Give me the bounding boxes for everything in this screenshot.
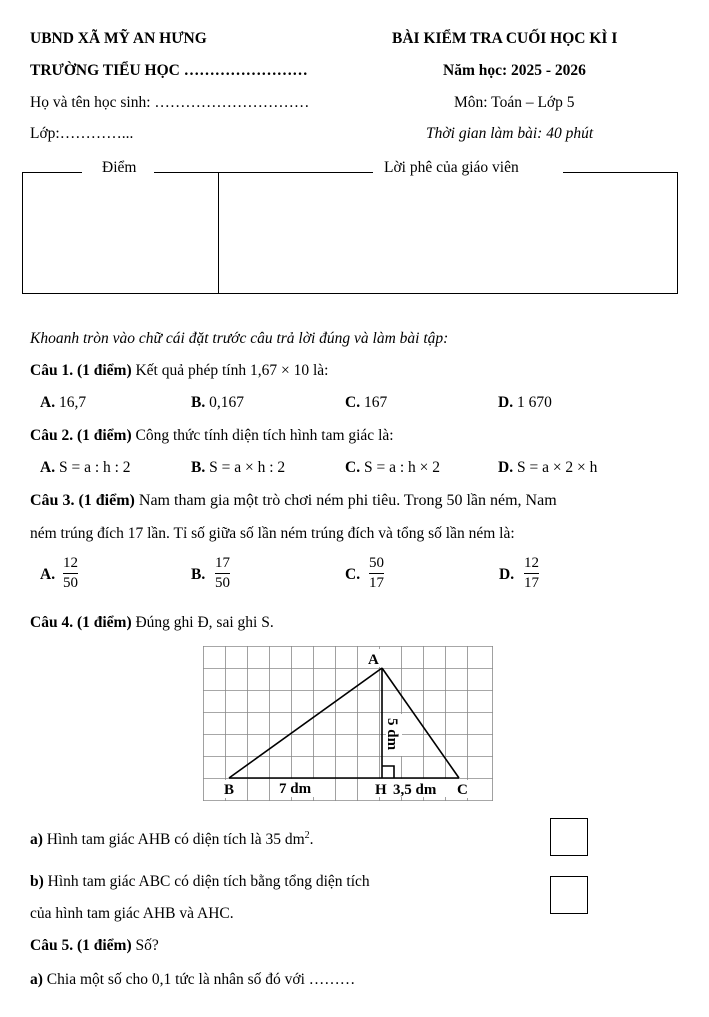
- statement-b-label: b): [30, 873, 44, 890]
- question-5a: [30, 971, 355, 989]
- question-4-text: Đúng ghi Đ, sai ghi S.: [135, 614, 274, 631]
- triangle-abc: [229, 668, 459, 778]
- question-2-text: Công thức tính diện tích hình tam giác là:: [135, 427, 394, 444]
- score-area[interactable]: [26, 200, 212, 290]
- denominator: 17: [524, 575, 539, 592]
- option-text: S = a × h : 2: [209, 459, 286, 476]
- question-1: [30, 362, 328, 380]
- option-letter: A.: [40, 566, 56, 583]
- exam-title: BÀI KIỂM TRA CUỐI HỌC KÌ I: [392, 30, 618, 47]
- school: TRƯỜNG TIỂU HỌC ……………………: [30, 62, 308, 79]
- option-letter: D.: [498, 394, 514, 411]
- answer-box-a[interactable]: [550, 818, 588, 856]
- label-c: C: [457, 782, 468, 798]
- school-year: Năm học: 2025 - 2026: [443, 62, 586, 79]
- question-3: [30, 492, 557, 510]
- class-line: Lớp:…………...: [30, 125, 134, 142]
- question-4-label: Câu 4. (1 điểm): [30, 614, 132, 631]
- q1-option-a[interactable]: [40, 394, 86, 412]
- question-2: [30, 427, 394, 445]
- label-b: B: [224, 782, 235, 798]
- statement-a-text: Hình tam giác AHB có diện tích là 35 dm: [46, 831, 305, 849]
- statement-b-line2: của hình tam giác AHB và AHC.: [30, 905, 234, 922]
- option-text: S = a : h : 2: [58, 459, 131, 476]
- option-text: 0,167: [209, 394, 244, 411]
- fraction-bar: [524, 573, 539, 574]
- option-text: S = a : h × 2: [363, 459, 440, 476]
- option-letter: A.: [40, 459, 56, 476]
- subject: Môn: Toán – Lớp 5: [454, 94, 575, 111]
- option-text: 1 670: [516, 394, 552, 411]
- fraction-bar: [63, 573, 78, 574]
- q1-option-d[interactable]: [498, 394, 552, 412]
- triangle-figure: [203, 646, 495, 802]
- exam-time: Thời gian làm bài: 40 phút: [426, 125, 594, 142]
- option-text: 167: [363, 394, 388, 411]
- label-ah: 5 dm: [384, 718, 400, 751]
- option-letter: C.: [345, 566, 361, 583]
- option-letter: B.: [191, 459, 206, 476]
- q3-option-b[interactable]: [191, 566, 205, 584]
- denominator: 50: [215, 575, 230, 592]
- option-letter: B.: [191, 394, 206, 411]
- comment-area[interactable]: [196, 200, 666, 290]
- statement-b: [30, 873, 370, 891]
- q1-option-b[interactable]: [191, 394, 244, 412]
- label-hc: 3,5 dm: [393, 782, 437, 798]
- q2-option-b[interactable]: [191, 459, 285, 477]
- q3-option-a[interactable]: [40, 566, 55, 584]
- q3-fraction-b: [215, 555, 230, 593]
- option-letter: A.: [40, 394, 56, 411]
- question-3-text-line2: ném trúng đích 17 lần. Tỉ số giữa số lần ném trúng đích và tổng số lần ném là:: [30, 525, 515, 542]
- q3-option-c[interactable]: [345, 566, 360, 584]
- numerator: 50: [369, 555, 384, 571]
- q3-option-d[interactable]: [499, 566, 514, 584]
- question-3-label: Câu 3. (1 điểm): [30, 492, 135, 509]
- q3-fraction-d: [524, 555, 539, 593]
- question-1-label: Câu 1. (1 điểm): [30, 362, 132, 379]
- option-letter: D.: [499, 566, 515, 583]
- student-name-line: Họ và tên học sinh: …………………………: [30, 94, 310, 111]
- option-letter: D.: [498, 459, 514, 476]
- question-3-text: Nam tham gia một trò chơi ném phi tiêu. Trong 50 lần ném, Nam: [138, 492, 557, 509]
- question-5a-label: a): [30, 971, 43, 988]
- question-4: [30, 614, 274, 632]
- question-1-text: Kết quả phép tính 1,67 × 10 là:: [135, 362, 329, 379]
- fraction-bar: [369, 573, 384, 574]
- question-2-label: Câu 2. (1 điểm): [30, 427, 132, 444]
- question-5-text: Số?: [135, 937, 159, 954]
- statement-b-text: Hình tam giác ABC có diện tích bằng tổng diện tích: [47, 873, 370, 890]
- question-5: [30, 937, 159, 955]
- statement-a: [30, 830, 314, 849]
- denominator: 50: [63, 575, 78, 592]
- q1-option-c[interactable]: [345, 394, 387, 412]
- question-5a-text: Chia một số cho 0,1 tức là nhân số đó với ………: [46, 971, 356, 988]
- option-text: 16,7: [58, 394, 87, 411]
- statement-a-end: .: [309, 831, 314, 849]
- statement-a-sup: 2: [304, 830, 310, 841]
- q2-option-a[interactable]: [40, 459, 131, 477]
- numerator: 12: [524, 555, 539, 571]
- q3-fraction-a: [63, 555, 78, 593]
- option-letter: B.: [191, 566, 206, 583]
- label-a: A: [368, 652, 379, 668]
- numerator: 17: [215, 555, 230, 571]
- q2-option-c[interactable]: [345, 459, 440, 477]
- score-label: Điểm: [102, 159, 137, 176]
- q2-option-d[interactable]: [498, 459, 597, 477]
- fraction-bar: [215, 573, 230, 574]
- question-5-label: Câu 5. (1 điểm): [30, 937, 132, 954]
- answer-box-b[interactable]: [550, 876, 588, 914]
- authority: UBND XÃ MỸ AN HƯNG: [30, 30, 207, 47]
- option-text: S = a × 2 × h: [516, 459, 598, 476]
- label-bh: 7 dm: [279, 781, 312, 797]
- comment-label: Lời phê của giáo viên: [384, 159, 519, 176]
- label-h: H: [375, 782, 387, 798]
- q3-fraction-c: [369, 555, 384, 593]
- option-letter: C.: [345, 459, 361, 476]
- numerator: 12: [63, 555, 78, 571]
- denominator: 17: [369, 575, 384, 592]
- instruction: Khoanh tròn vào chữ cái đặt trước câu trả lời đúng và làm bài tập:: [30, 330, 449, 347]
- statement-a-label: a): [30, 831, 43, 849]
- option-letter: C.: [345, 394, 361, 411]
